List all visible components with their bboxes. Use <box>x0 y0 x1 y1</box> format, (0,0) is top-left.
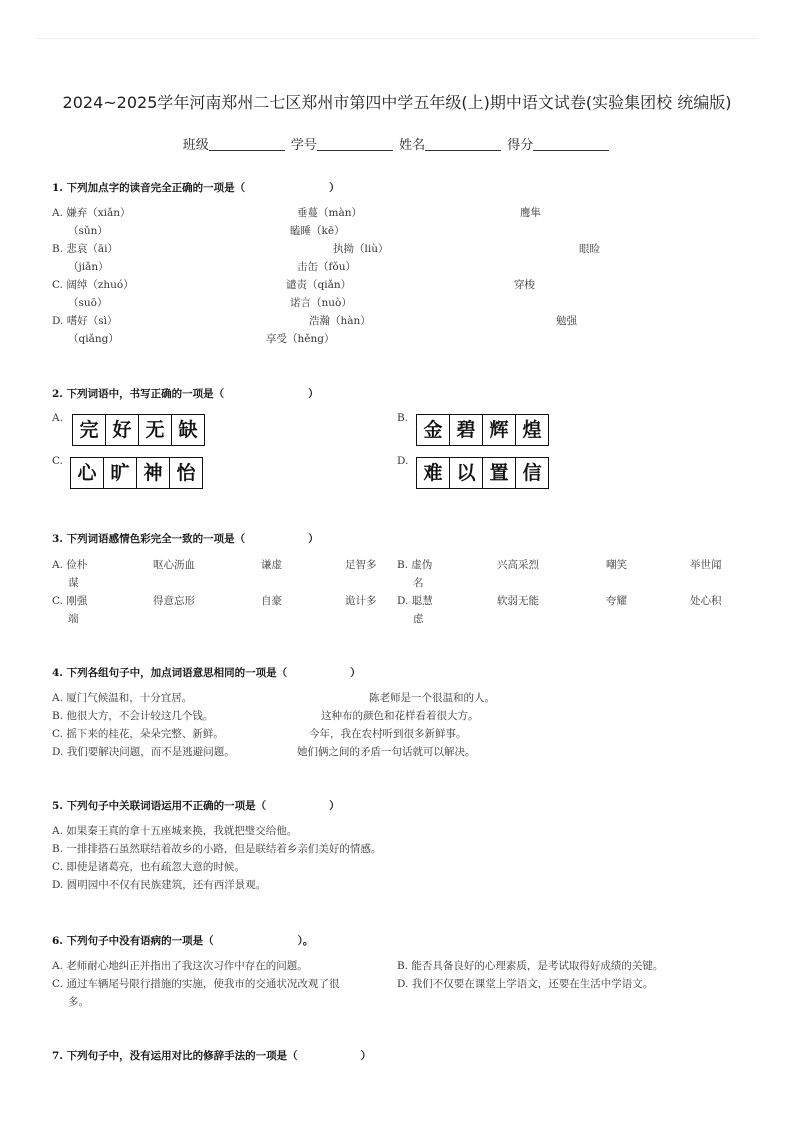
q1-line-5-b: 谴责（qiǎn） <box>286 279 352 291</box>
q3-b-w2: 兴高采烈 <box>497 559 539 571</box>
grid-char: 怡 <box>176 462 196 484</box>
q4-c-s1: C. 摇下来的桂花，朵朵完整、新鲜。 <box>52 728 224 740</box>
name-blank[interactable] <box>425 136 501 151</box>
q3-a-wrap: 谋 <box>68 577 79 589</box>
q1-line-6-b: 诺言（nuò） <box>290 297 352 309</box>
q3-a-w1: A. 俭朴 <box>52 559 88 571</box>
q2-option-a-label: A. <box>52 412 63 424</box>
grid-char: 缺 <box>178 419 198 441</box>
grid-char: 心 <box>71 458 104 488</box>
q4-b-s2: 这种布的颜色和花样看着很大方。 <box>321 710 479 722</box>
q3-a-w2: 呕心沥血 <box>153 559 195 571</box>
q3-d-w3: 夸耀 <box>606 595 627 607</box>
q1-line-6-a: （suō） <box>68 297 108 309</box>
q2-title: 2. 下列词语中，书写正确的一项是（ ） <box>52 388 319 400</box>
grid-char: 无 <box>139 415 172 445</box>
q1-line-1-c: 鹰隼 <box>520 207 541 219</box>
q6-title: 6. 下列句子中没有语病的一项是（ ）。 <box>52 935 314 947</box>
grid-char: 难 <box>417 458 450 488</box>
q5-option-c: C. 即使是诸葛亮，也有疏忽大意的时候。 <box>52 861 245 873</box>
q1-line-1-b: 垂蔓（màn） <box>297 207 362 219</box>
grid-char: 以 <box>450 458 483 488</box>
q2-option-b-label: B. <box>397 412 409 424</box>
name-label: 姓名 <box>399 138 426 153</box>
q3-b-wrap: 名 <box>413 577 424 589</box>
grid-char: 好 <box>106 415 139 445</box>
q2-option-d-label: D. <box>397 455 409 467</box>
q1-line-7-b: 浩瀚（hàn） <box>309 315 371 327</box>
q4-a-s2: 陈老师是一个很温和的人。 <box>369 692 495 704</box>
q1-line-4-b: 击缶（fǒu） <box>297 261 356 273</box>
q1-line-5-a: C. 阔绰（zhuó） <box>52 279 134 291</box>
q4-a-s1: A. 厦门气候温和，十分宜居。 <box>52 692 193 704</box>
q1-line-8-b: 享受（hěng） <box>266 333 335 345</box>
q3-c-wrap: 端 <box>68 613 79 625</box>
grid-char: 神 <box>137 458 170 488</box>
q1-line-3-c: 眼睑 <box>579 243 600 255</box>
q1-line-4-a: （jiǎn） <box>68 261 109 273</box>
q1-line-2-b: 瞌睡（kē） <box>290 225 345 237</box>
q3-c-w1: C. 刚强 <box>52 595 88 607</box>
id-label: 学号 <box>290 138 317 153</box>
q2-option-b-grid[interactable] <box>416 414 549 446</box>
q3-c-w4: 诡计多 <box>345 595 377 607</box>
q3-d-wrap: 虑 <box>413 613 424 625</box>
q5-option-d: D. 圆明园中不仅有民族建筑，还有西洋景观。 <box>52 879 267 891</box>
q3-a-w4: 足智多 <box>345 559 377 571</box>
grid-char: 完 <box>73 415 106 445</box>
q3-d-w1: D. 聪慧 <box>397 595 433 607</box>
q6-option-c: C. 通过车辆尾号限行措施的实施，使我市的交通状况改观了很 <box>52 978 340 990</box>
q1-line-7-c: 勉强 <box>556 315 577 327</box>
q4-d-s2: 她们俩之间的矛盾一句话就可以解决。 <box>297 746 476 758</box>
q2-option-c-grid[interactable] <box>70 457 203 489</box>
score-label: 得分 <box>507 138 534 153</box>
q3-b-w4: 举世闻 <box>690 559 722 571</box>
q4-c-s2: 今年，我在农村听到很多新鲜事。 <box>309 728 467 740</box>
q2-option-d-grid[interactable] <box>416 457 549 489</box>
grid-char: 辉 <box>483 415 516 445</box>
grid-char: 金 <box>417 415 450 445</box>
page-title: 2024~2025学年河南郑州二七区郑州市第四中学五年级(上)期中语文试卷(实验集团校 统编版) <box>62 93 732 112</box>
grid-char: 煌 <box>522 419 542 441</box>
q5-option-b: B. 一排排搭石虽然联结着故乡的小路，但是联结着乡亲们美好的情感。 <box>52 843 382 855</box>
q1-line-3-a: B. 悲哀（āi） <box>52 243 119 255</box>
q5-option-a: A. 如果秦王真的拿十五座城来换，我就把璧交给他。 <box>52 825 298 837</box>
q3-c-w3: 自豪 <box>261 595 282 607</box>
q4-b-s1: B. 他很大方，不会计较这几个钱。 <box>52 710 214 722</box>
q3-c-w2: 得意忘形 <box>153 595 195 607</box>
q3-d-w2: 软弱无能 <box>497 595 539 607</box>
q5-title: 5. 下列句子中关联词语运用不正确的一项是（ ） <box>52 800 340 812</box>
score-blank[interactable] <box>533 136 609 151</box>
q1-line-7-a: D. 嗜好（sì） <box>52 315 118 327</box>
q6-option-a: A. 老师耐心地纠正并指出了我这次习作中存在的问题。 <box>52 960 308 972</box>
q7-title: 7. 下列句子中，没有运用对比的修辞手法的一项是（ ） <box>52 1050 372 1062</box>
top-rule <box>36 38 758 39</box>
q1-line-8-a: （qiǎng） <box>68 333 119 345</box>
q6-option-c-wrap: 多。 <box>68 996 89 1008</box>
q3-b-w1: B. 虚伪 <box>397 559 433 571</box>
q2-option-a-grid[interactable] <box>72 414 205 446</box>
grid-char: 置 <box>483 458 516 488</box>
q4-d-s1: D. 我们要解决问题，而不是逃避问题。 <box>52 746 235 758</box>
q1-title: 1. 下列加点字的读音完全正确的一项是（ ） <box>52 182 340 194</box>
id-blank[interactable] <box>317 136 393 151</box>
q4-title: 4. 下列各组句子中，加点词语意思相同的一项是（ ） <box>52 667 361 679</box>
q2-option-c-label: C. <box>52 455 63 467</box>
q1-line-5-c: 穿梭 <box>514 279 535 291</box>
q1-line-2-a: （sǔn） <box>68 225 108 237</box>
class-label: 班级 <box>182 138 209 153</box>
grid-char: 碧 <box>450 415 483 445</box>
q1-line-3-b: 执拗（liù） <box>333 243 389 255</box>
q3-a-w3: 谦虚 <box>261 559 282 571</box>
grid-char: 信 <box>522 462 542 484</box>
student-info-row <box>0 134 794 153</box>
q3-title: 3. 下列词语感情色彩完全一致的一项是（ ） <box>52 533 319 545</box>
class-blank[interactable] <box>209 136 285 151</box>
q6-option-b: B. 能否具备良好的心理素质，是考试取得好成绩的关键。 <box>397 960 664 972</box>
q3-b-w3: 嘲笑 <box>606 559 627 571</box>
q6-option-d: D. 我们不仅要在课堂上学语文，还要在生活中学语文。 <box>397 978 654 990</box>
q3-d-w4: 处心积 <box>690 595 722 607</box>
q1-line-1-a: A. 嫌弃（xiǎn） <box>52 207 131 219</box>
grid-char: 旷 <box>104 458 137 488</box>
